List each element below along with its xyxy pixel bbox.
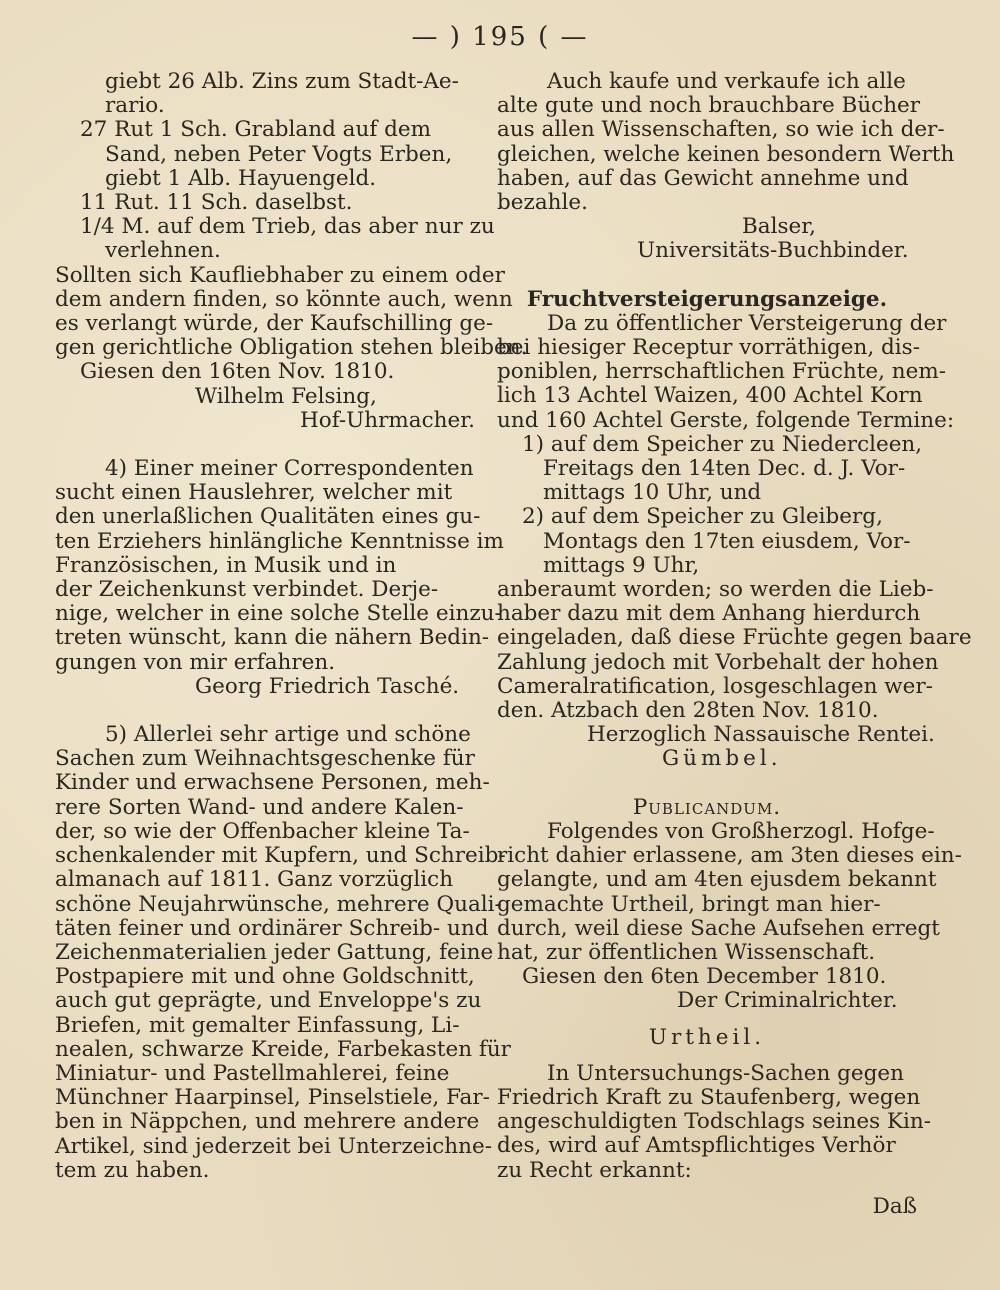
text-line: treten wünscht, kann die nähern Bedin- (55, 625, 490, 651)
text-line: Giesen den 6ten December 1810. (522, 964, 887, 990)
text-line: Freitags den 14ten Dec. d. J. Vor- (543, 456, 906, 482)
text-line: mittags 10 Uhr, und (543, 480, 762, 506)
text-line: den. Atzbach den 28ten Nov. 1810. (497, 698, 879, 724)
text-line: 11 Rut. 11 Sch. daselbst. (80, 190, 353, 216)
text-line: bei hiesiger Receptur vorräthigen, dis- (497, 335, 920, 361)
text-line: dem andern finden, so könnte auch, wenn (55, 286, 513, 312)
text-line: anberaumt worden; so werden die Lieb- (497, 577, 934, 603)
text-line: es verlangt würde, der Kaufschilling ge- (55, 311, 494, 337)
list-item: 1) auf dem Speicher zu Niedercleen, (522, 431, 923, 457)
text-line: Sand, neben Peter Vogts Erben, (105, 141, 453, 167)
text-line: 4) Einer meiner Correspondenten (105, 456, 474, 482)
signature-title: Hof-Uhrmacher. (300, 407, 475, 433)
text-line: 5) Allerlei sehr artige und schöne (105, 722, 471, 748)
text-line: Giesen den 16ten Nov. 1810. (80, 359, 395, 385)
signature-title: Der Criminalrichter. (677, 988, 898, 1014)
text-line: bezahle. (497, 190, 588, 216)
text-line: almanach auf 1811. Ganz vorzüglich (55, 867, 454, 893)
text-line: auch gut geprägte, und Enveloppe's zu (55, 988, 482, 1014)
text-line: nealen, schwarze Kreide, Farbekasten für (55, 1036, 511, 1062)
text-line: Cameralratification, losgeschlagen wer- (497, 673, 933, 699)
text-line: schöne Neujahrwünsche, mehrere Quali- (55, 891, 502, 917)
signature-name: Wilhelm Felsing, (195, 383, 377, 409)
text-line: ten Erziehers hinlängliche Kenntnisse im (55, 528, 504, 554)
text-line: Postpapiere mit und ohne Goldschnitt, (55, 964, 475, 990)
text-line: Auch kaufe und verkaufe ich alle (547, 69, 906, 94)
text-line: aus allen Wissenschaften, so wie ich der- (497, 117, 945, 143)
text-line: haber dazu mit dem Anhang hierdurch (497, 601, 921, 627)
text-line: Münchner Haarpinsel, Pinselstiele, Far- (55, 1085, 490, 1111)
text-line: Montags den 17ten eiusdem, Vor- (543, 528, 911, 554)
text-line: richt dahier erlassene, am 3ten dieses ein- (497, 843, 962, 869)
text-line: ben in Näppchen, und mehrere andere (55, 1109, 480, 1135)
text-line: giebt 26 Alb. Zins zum Stadt-Ae- (105, 69, 459, 94)
text-line: der, so wie der Offenbacher kleine Ta- (55, 818, 470, 844)
text-line: gleichen, welche keinen besondern Werth (497, 141, 955, 167)
text-line: Miniatur- und Pastellmahlerei, feine (55, 1060, 450, 1086)
text-line: Da zu öffentlicher Versteigerung der (547, 310, 947, 336)
text-line: Folgendes von Großherzogl. Hofge- (547, 818, 935, 844)
text-line: poniblen, herrschaftlichen Früchte, nem- (497, 359, 947, 385)
list-item: 2) auf dem Speicher zu Gleiberg, (522, 504, 883, 530)
text-line: verlehnen. (105, 238, 221, 264)
left-column (55, 69, 528, 1183)
section-title-fruit-auction: Fruchtversteigerungsanzeige. (526, 286, 888, 312)
text-line: angeschuldigten Todschlags seines Kin- (497, 1109, 931, 1135)
text-line: 27 Rut 1 Sch. Grabland auf dem (80, 117, 432, 143)
text-line: und 160 Achtel Gerste, folgende Termine: (497, 407, 955, 433)
text-line: nige, welcher in eine solche Stelle einzu- (55, 601, 502, 627)
text-line: rere Sorten Wand- und andere Kalen- (55, 794, 464, 820)
text-line: giebt 1 Alb. Hayuengeld. (105, 165, 377, 191)
text-line: tem zu haben. (55, 1157, 210, 1183)
text-line: Zahlung jedoch mit Vorbehalt der hohen (497, 649, 939, 675)
text-line: Briefen, mit gemalter Einfassung, Li- (55, 1012, 460, 1038)
text-line: mittags 9 Uhr, (543, 552, 700, 578)
text-line: gemachte Urtheil, bringt man hier- (497, 891, 881, 917)
text-line: eingeladen, daß diese Früchte gegen baare (497, 625, 972, 651)
signature-name: Georg Friedrich Tasché. (195, 673, 460, 699)
text-line: Artikel, sind jederzeit bei Unterzeichne- (55, 1133, 492, 1159)
text-line: täten feiner und ordinärer Schreib- und (55, 915, 489, 941)
text-line: der Zeichenkunst verbindet. Derje- (55, 577, 439, 603)
text-line: Französischen, in Musik und in (55, 552, 397, 578)
text-line: alte gute und noch brauchbare Bücher (497, 93, 921, 119)
signature-name: Gümbel. (662, 746, 782, 772)
page-number: — ) 195 ( — (411, 22, 589, 52)
section-title-publicandum: Publicandum. (632, 794, 782, 820)
text-line: haben, auf das Gewicht annehme und (497, 165, 909, 191)
catchword: Daß (872, 1193, 917, 1219)
text-line: Kinder und erwachsene Personen, meh- (55, 770, 490, 796)
signature-title: Herzoglich Nassauische Rentei. (587, 722, 935, 748)
text-line: durch, weil diese Sache Aufsehen erregt (497, 915, 940, 941)
text-line: 1/4 M. auf dem Trieb, das aber nur zu (80, 214, 495, 240)
signature-title: Universitäts-Buchbinder. (637, 238, 909, 264)
text-line: lich 13 Achtel Waizen, 400 Achtel Korn (497, 383, 923, 409)
signature-name: Balser, (742, 214, 817, 240)
section-title-urtheil: Urtheil. (648, 1024, 766, 1050)
text-line: Sachen zum Weihnachtsgeschenke für (55, 746, 475, 772)
text-line: gelangte, und am 4ten ejusdem bekannt (497, 867, 937, 893)
text-line: des, wird auf Amtspflichtiges Verhör (497, 1133, 896, 1159)
text-line: Friedrich Kraft zu Staufenberg, wegen (497, 1084, 921, 1110)
text-line: hat, zur öffentlichen Wissenschaft. (497, 939, 876, 965)
right-column (497, 69, 972, 1219)
text-line: gen gerichtliche Obligation stehen bleiben. (55, 335, 528, 361)
text-line: rario. (105, 93, 165, 119)
text-line: zu Recht erkannt: (497, 1157, 692, 1183)
text-line: Zeichenmaterialien jeder Gattung, feine (55, 939, 494, 965)
text-line: Sollten sich Kaufliebhaber zu einem oder (55, 262, 505, 288)
text-line: sucht einen Hauslehrer, welcher mit (55, 480, 453, 506)
text-line: schenkalender mit Kupfern, und Schreib- (55, 843, 506, 869)
text-line: gungen von mir erfahren. (55, 649, 336, 675)
text-line: In Untersuchungs-Sachen gegen (547, 1060, 904, 1086)
text-line: den unerlaßlichen Qualitäten eines gu- (55, 504, 481, 530)
